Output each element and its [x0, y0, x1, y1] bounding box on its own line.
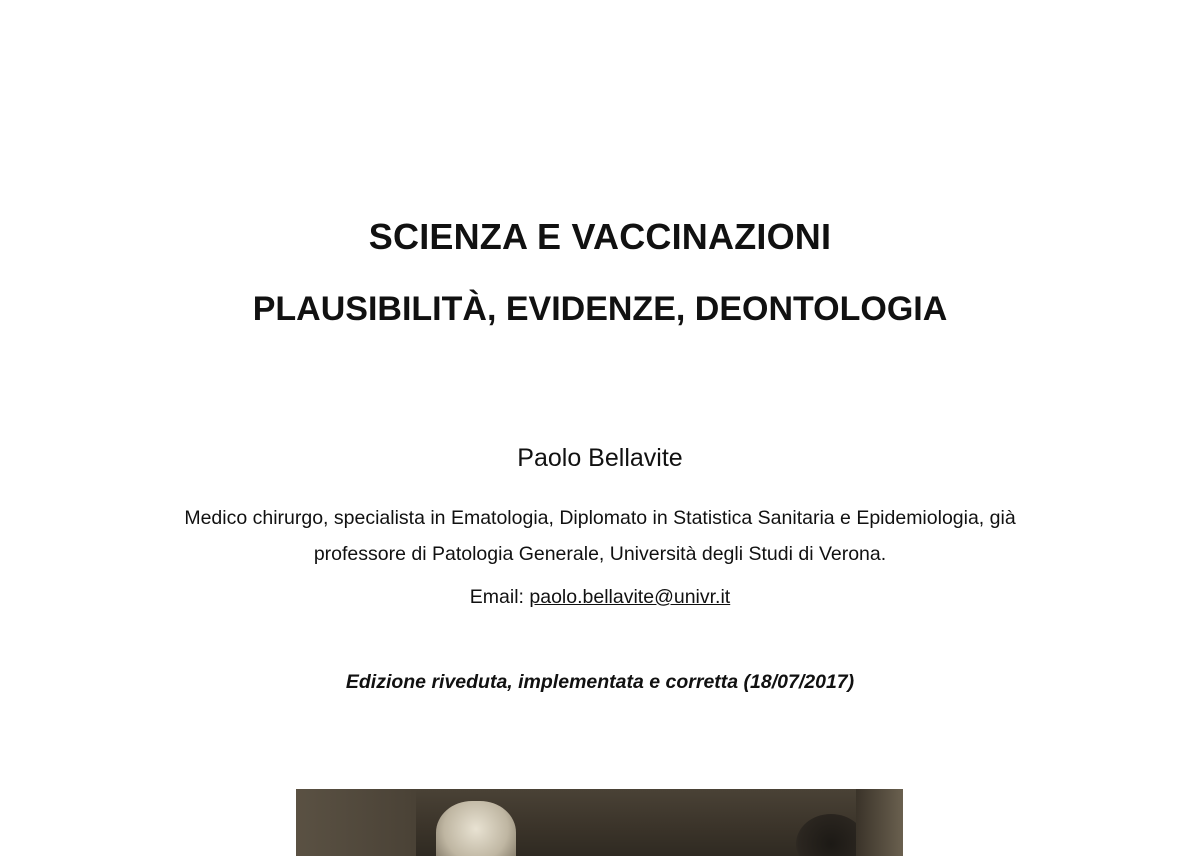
author-affiliation — [100, 500, 1100, 572]
affiliation-line-2: professore di Patologia Generale, Università degli Studi di Verona. — [313, 543, 887, 565]
affiliation-line-1: Medico chirurgo, specialista in Ematologia, Diplomato in Statistica Sanitaria e Epidemiologia, già — [184, 507, 1016, 529]
cover-photograph — [296, 789, 903, 856]
author-name: Paolo Bellavite — [517, 444, 683, 472]
document-title: SCIENZA E VACCINAZIONI — [368, 216, 832, 257]
document-subtitle: PLAUSIBILITÀ, EVIDENZE, DEONTOLOGIA — [252, 290, 948, 328]
photo-right-region — [856, 789, 903, 856]
photo-figure-headscarf — [436, 801, 516, 856]
edition-note: Edizione riveduta, implementata e corretta (18/07/2017) — [345, 671, 855, 693]
email-label: Email: — [469, 586, 530, 608]
photo-left-region — [296, 789, 416, 856]
email-link[interactable]: paolo.bellavite@univr.it — [529, 586, 731, 608]
author-email — [0, 586, 1200, 609]
